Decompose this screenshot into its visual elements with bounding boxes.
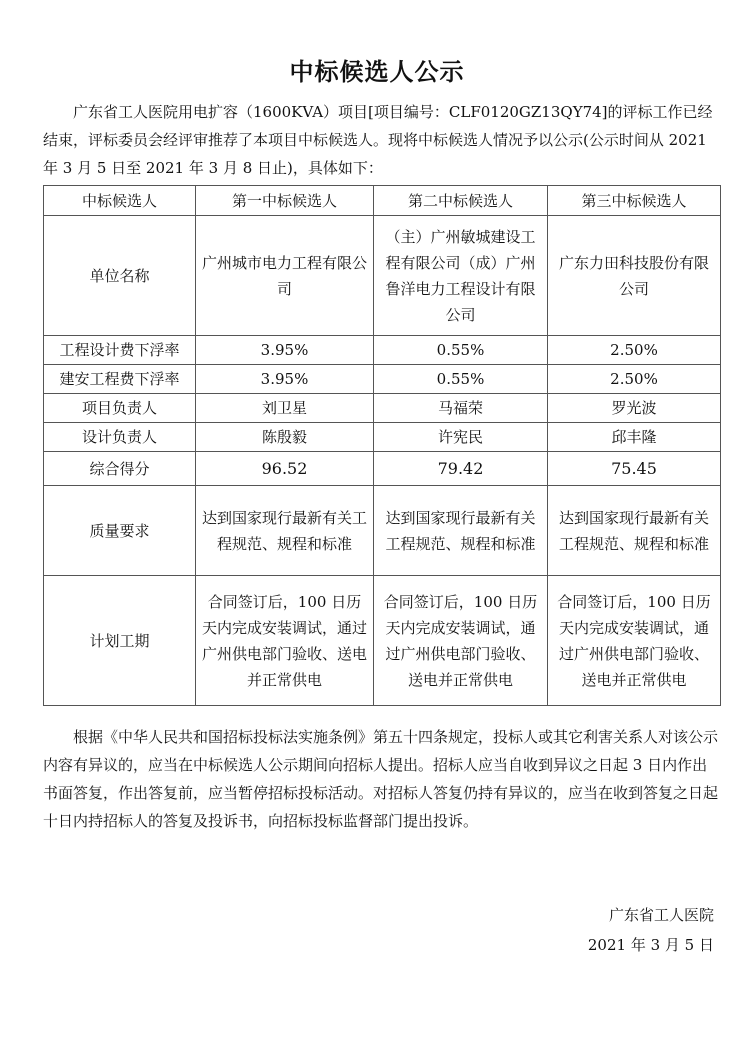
table-cell: 达到国家现行最新有关工程规范、规程和标准 [196,486,374,576]
row-label: 计划工期 [44,576,196,706]
table-cell: 许宪民 [374,423,548,452]
table-cell: （主）广州敏城建设工程有限公司（成）广州鲁洋电力工程设计有限公司 [374,216,548,336]
objection-notice: 根据《中华人民共和国招标投标法实施条例》第五十四条规定，投标人或其它利害关系人对该公示内容有异议的，应当在中标候选人公示期间向招标人提出。招标人应当自收到异议之日起 3 日内作出书面答复，作出答复前，应当暂停招标投标活动。对招标人答复仍持有异议的，应当在收到答复之日起十日内持招标人的答复及投诉书，向招标投标监督部门提出投诉。 [43,728,719,830]
table-cell: 罗光波 [548,394,721,423]
header-cell: 中标候选人 [44,186,196,216]
table-row-design-rate [44,336,721,365]
table-cell: 96.52 [196,452,374,486]
table-row-company [44,216,721,336]
table-cell: 邱丰隆 [548,423,721,452]
signature-date: 2021 年 3 月 5 日 [587,936,714,954]
table-cell: 达到国家现行最新有关工程规范、规程和标准 [548,486,721,576]
row-label: 单位名称 [44,216,196,336]
table-cell: 广东力田科技股份有限公司 [548,216,721,336]
table-cell: 79.42 [374,452,548,486]
table-cell: 合同签订后，100 日历天内完成安装调试，通过广州供电部门验收、送电并正常供电 [196,576,374,706]
signature-block [588,900,714,960]
table-cell: 0.55% [374,365,548,394]
table-cell: 合同签订后，100 日历天内完成安装调试，通过广州供电部门验收、送电并正常供电 [548,576,721,706]
table-cell: 3.95% [196,336,374,365]
table-row-construction-rate [44,365,721,394]
table-cell: 0.55% [374,336,548,365]
signature-org: 广东省工人医院 [608,906,714,924]
table-cell: 75.45 [548,452,721,486]
header-cell: 第三中标候选人 [548,186,721,216]
table-row-design-lead [44,423,721,452]
table-cell: 3.95% [196,365,374,394]
table-cell: 马福荣 [374,394,548,423]
table-cell: 2.50% [548,336,721,365]
table-cell: 达到国家现行最新有关工程规范、规程和标准 [374,486,548,576]
row-label: 工程设计费下浮率 [44,336,196,365]
row-label: 项目负责人 [44,394,196,423]
row-label: 设计负责人 [44,423,196,452]
header-cell: 第一中标候选人 [196,186,374,216]
header-cell: 第二中标候选人 [374,186,548,216]
table-row-score [44,452,721,486]
row-label: 质量要求 [44,486,196,576]
table-row-schedule [44,576,721,706]
table-cell: 陈殷毅 [196,423,374,452]
table-row-quality [44,486,721,576]
table-cell: 刘卫星 [196,394,374,423]
row-label: 建安工程费下浮率 [44,365,196,394]
intro-paragraph: 广东省工人医院用电扩容（1600KVA）项目[项目编号：CLF0120GZ13QY74]的评标工作已经结束，评标委员会经评审推荐了本项目中标候选人。现将中标候选人情况予以公示(公示时间从 2021 年 3 月 5 日至 2021 年 3 月 8 日止)，具体如下： [43,103,713,177]
row-label: 综合得分 [44,452,196,486]
table-cell: 合同签订后，100 日历天内完成安装调试，通过广州供电部门验收、送电并正常供电 [374,576,548,706]
candidate-table [43,185,721,706]
table-row-project-lead [44,394,721,423]
page-title: 中标候选人公示 [289,58,465,86]
table-header-row [44,186,721,216]
table-cell: 2.50% [548,365,721,394]
table-cell: 广州城市电力工程有限公司 [196,216,374,336]
